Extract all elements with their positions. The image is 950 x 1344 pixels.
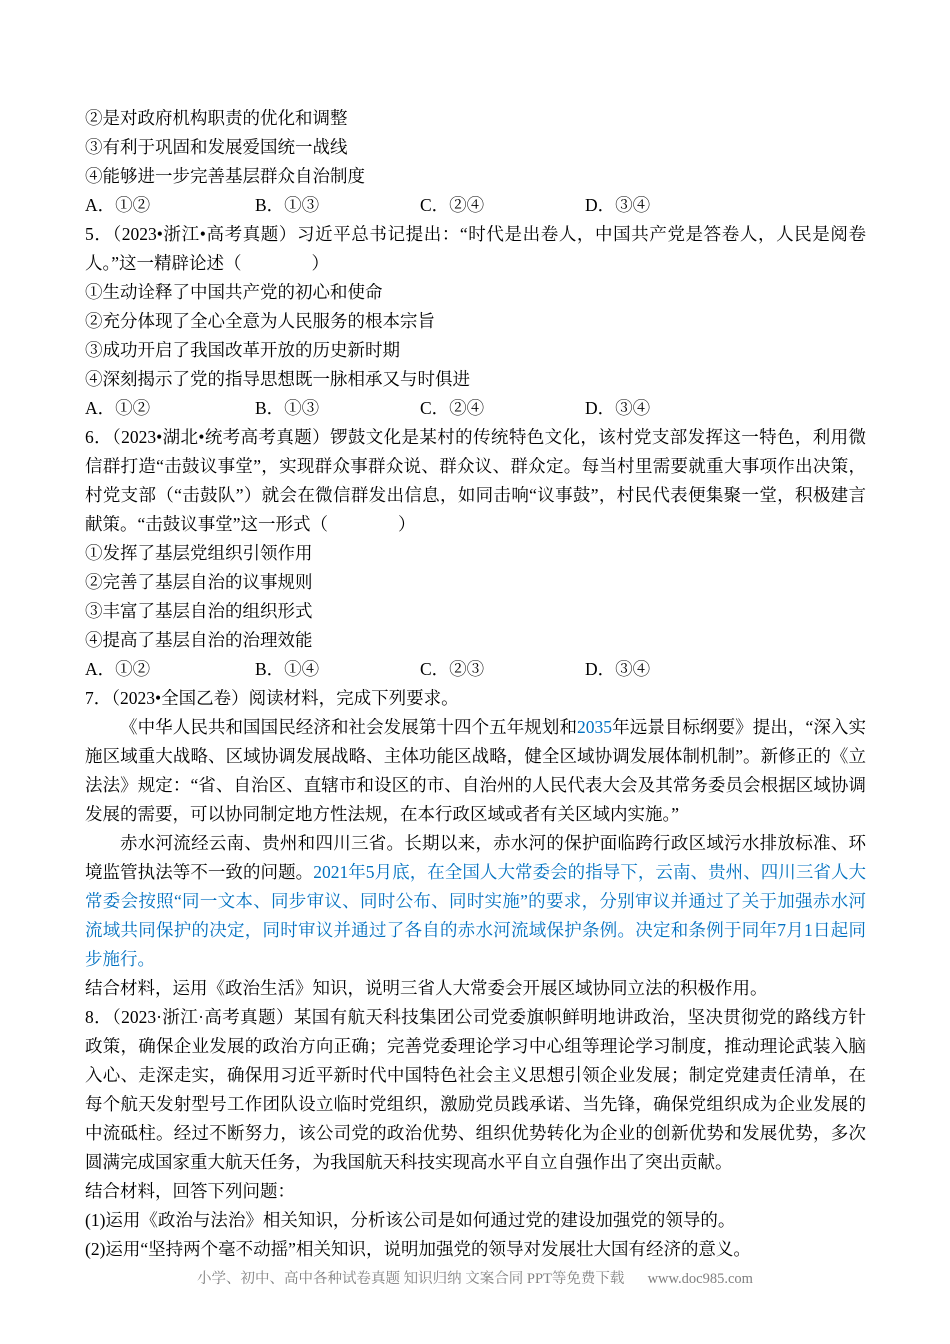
- q8-note: 结合材料，回答下列问题：: [85, 1181, 295, 1201]
- q4-option-2: ②是对政府机构职责的优化和调整: [85, 108, 348, 128]
- q7-material-2-highlight: 2021年5月底，在全国人大常委会的指导下，云南、贵州、四川三省人大常委会按照“同一文本、同步审议、同时公布、同时实施”的要求，分别审议并通过了关于加强赤水河流域共同保护的决定，同时审议并通过了各自的赤水河流域保护条例。决定和条例于同年7月1日起同步施行。: [85, 862, 867, 969]
- q6-choices-row: [85, 655, 866, 684]
- q6-stem: 6．（2023•湖北•统考高考真题）锣鼓文化是某村的传统特色文化，该村党支部发挥这一特色，利用微信群打造“击鼓议事堂”，实现群众事群众说、群众议、群众定。每当村里需要就重大事项作出决策，村党支部（“击鼓队”）就会在微信群发出信息，如同击响“议事鼓”，村民代表便集聚一堂，积极建言献策。“击鼓议事堂”这一形式（ ）: [85, 427, 866, 534]
- q5-option-3: ③成功开启了我国改革开放的历史新时期: [85, 340, 400, 360]
- q8-subquestion-2: (2)运用“坚持两个毫不动摇”相关知识，说明加强党的领导对发展壮大国有经济的意义。: [85, 1239, 751, 1259]
- q6-choice-c: C．②③: [420, 659, 485, 679]
- page-footer: [0, 1265, 950, 1294]
- footer-text: 小学、初中、高中各种试卷真题 知识归纳 文案合同 PPT等免费下载: [197, 1271, 625, 1287]
- footer-site-link[interactable]: www.doc985.com: [647, 1271, 753, 1287]
- q4-choices-row: [85, 191, 866, 220]
- q5-stem: 5．（2023•浙江•高考真题）习近平总书记提出：“时代是出卷人，中国共产党是答卷人，人民是阅卷人。”这一精辟论述（ ）: [85, 224, 866, 273]
- q7-stem: 7．（2023•全国乙卷）阅读材料，完成下列要求。: [85, 688, 459, 708]
- q6-option-4: ④提高了基层自治的治理效能: [85, 630, 313, 650]
- q7-material-1-segment: 《中华人民共和国国民经济和社会发展第十四个五年规划和: [120, 717, 578, 737]
- q7-material-1: [85, 713, 866, 829]
- q4-choice-b: B．①③: [255, 195, 320, 215]
- q7-material-2: [85, 829, 866, 974]
- q5-option-2: ②充分体现了全心全意为人民服务的根本宗旨: [85, 311, 435, 331]
- q6-choice-b: B．①④: [255, 659, 320, 679]
- q6-option-2: ②完善了基层自治的议事规则: [85, 572, 313, 592]
- q4-option-4: ④能够进一步完善基层群众自治制度: [85, 166, 365, 186]
- q5-choice-a: A．①②: [85, 398, 151, 418]
- q7-task: 结合材料，运用《政治生活》知识，说明三省人大常委会开展区域协同立法的积极作用。: [85, 978, 768, 998]
- q6-option-3: ③丰富了基层自治的组织形式: [85, 601, 313, 621]
- q5-choice-c: C．②④: [420, 398, 485, 418]
- q6-option-1: ①发挥了基层党组织引领作用: [85, 543, 313, 563]
- q6-choice-d: D．③④: [585, 659, 651, 679]
- q5-choice-b: B．①③: [255, 398, 320, 418]
- q6-choice-a: A．①②: [85, 659, 151, 679]
- q8-subquestion-1: (1)运用《政治与法治》相关知识，分析该公司是如何通过党的建设加强党的领导的。: [85, 1210, 736, 1230]
- q4-choice-c: C．②④: [420, 195, 485, 215]
- q5-option-1: ①生动诠释了中国共产党的初心和使命: [85, 282, 383, 302]
- q4-option-3: ③有利于巩固和发展爱国统一战线: [85, 137, 348, 157]
- q8-stem: 8．（2023·浙江·高考真题）某国有航天科技集团公司党委旗帜鲜明地讲政治，坚决贯彻党的路线方针政策，确保企业发展的政治方向正确；完善党委理论学习中心组等理论学习制度，推动理论武装入脑入心、走深走实，确保用习近平新时代中国特色社会主义思想引领企业发展；制定党建责任清单，在每个航天发射型号工作团队设立临时党组织，激励党员践承诺、当先锋，确保党组织成为企业发展的中流砥柱。经过不断努力，该公司党的政治优势、组织优势转化为企业的创新优势和发展优势，多次圆满完成国家重大航天任务，为我国航天科技实现高水平自立自强作出了突出贡献。: [85, 1007, 866, 1172]
- q7-material-1-highlight: 2035: [577, 717, 613, 737]
- q7-material-1-segment: 年远景目标纲要》提出，“深入实施区域重大战略、区域协调发展战略、主体功能区战略，健全区域协调发展体制机制”。新修正的《立法法》规定：“省、自治区、直辖市和设区的市、自治州的人民代表大会及其常务委员会根据区域协调发展的需要，可以协同制定地方性法规，在本行政区域或者有关区域内实施。”: [85, 717, 866, 824]
- q4-choice-d: D．③④: [585, 195, 651, 215]
- q7-material-2-segment: 赤水河流经云南、贵州和四川三省。长期以来，赤水河的保护面临跨行政区域污水排放标准、环境监管执法等不一致的问题。: [85, 833, 866, 882]
- q5-choice-d: D．③④: [585, 398, 651, 418]
- q5-choices-row: [85, 394, 866, 423]
- q4-choice-a: A．①②: [85, 195, 151, 215]
- document-body: [85, 104, 866, 1264]
- q5-option-4: ④深刻揭示了党的指导思想既一脉相承又与时俱进: [85, 369, 470, 389]
